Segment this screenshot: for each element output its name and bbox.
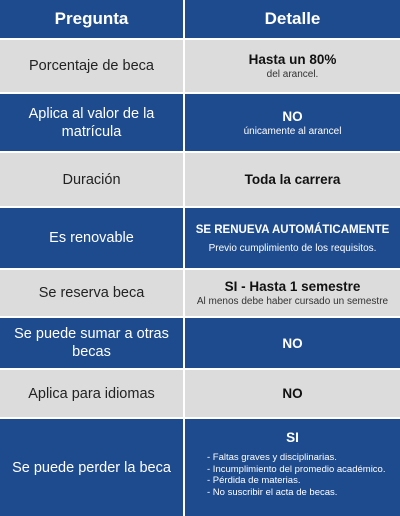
list-item: - Incumplimiento del promedio académico. — [207, 463, 386, 475]
list-item: - Pérdida de materias. — [207, 475, 301, 486]
header-pregunta: Pregunta — [0, 0, 183, 38]
table-row — [0, 419, 400, 516]
table-row — [0, 208, 400, 268]
row-detail-sub: únicamente al arancel — [243, 125, 342, 137]
row-question: Porcentaje de beca — [29, 58, 154, 74]
row-detail-main: Toda la carrera — [244, 172, 341, 187]
row-question: Duración — [62, 171, 121, 188]
row-detail-sub: Al menos debe haber cursado un semestre — [196, 296, 389, 307]
table-row — [0, 270, 400, 316]
list-item: - No suscribir el acta de becas. — [207, 486, 338, 498]
row-question: Aplica para idiomas — [28, 385, 155, 402]
row-detail-main: SE RENUEVA AUTOMÁTICAMENTE — [195, 223, 390, 236]
table-row — [0, 40, 400, 92]
table-header — [0, 0, 400, 38]
loss-reasons-list — [207, 452, 385, 498]
row-detail-sub: Previo cumplimiento de los requisitos. — [208, 242, 377, 254]
row-detail-main: NO — [282, 386, 303, 401]
row-detail-main: NO — [282, 335, 303, 351]
row-detail-sub: del arancel. — [266, 69, 319, 80]
row-question: Aplica al valor de la matrícula — [28, 105, 155, 140]
row-question: Es renovable — [49, 230, 134, 246]
table-row — [0, 94, 400, 151]
table-row — [0, 370, 400, 417]
table-row — [0, 318, 400, 368]
row-detail-main: NO — [282, 108, 303, 124]
table-row — [0, 153, 400, 206]
header-detalle: Detalle — [185, 0, 400, 38]
row-question: Se puede perder la beca — [12, 459, 171, 476]
row-detail-main: SI - Hasta 1 semestre — [224, 279, 361, 294]
row-detail-main: SI — [286, 430, 299, 445]
row-question: Se puede sumar a otras becas — [14, 326, 169, 360]
row-detail-main: Hasta un 80% — [248, 52, 337, 67]
list-item: - Faltas graves y disciplinarias. — [207, 452, 337, 463]
row-question: Se reserva beca — [38, 285, 145, 301]
